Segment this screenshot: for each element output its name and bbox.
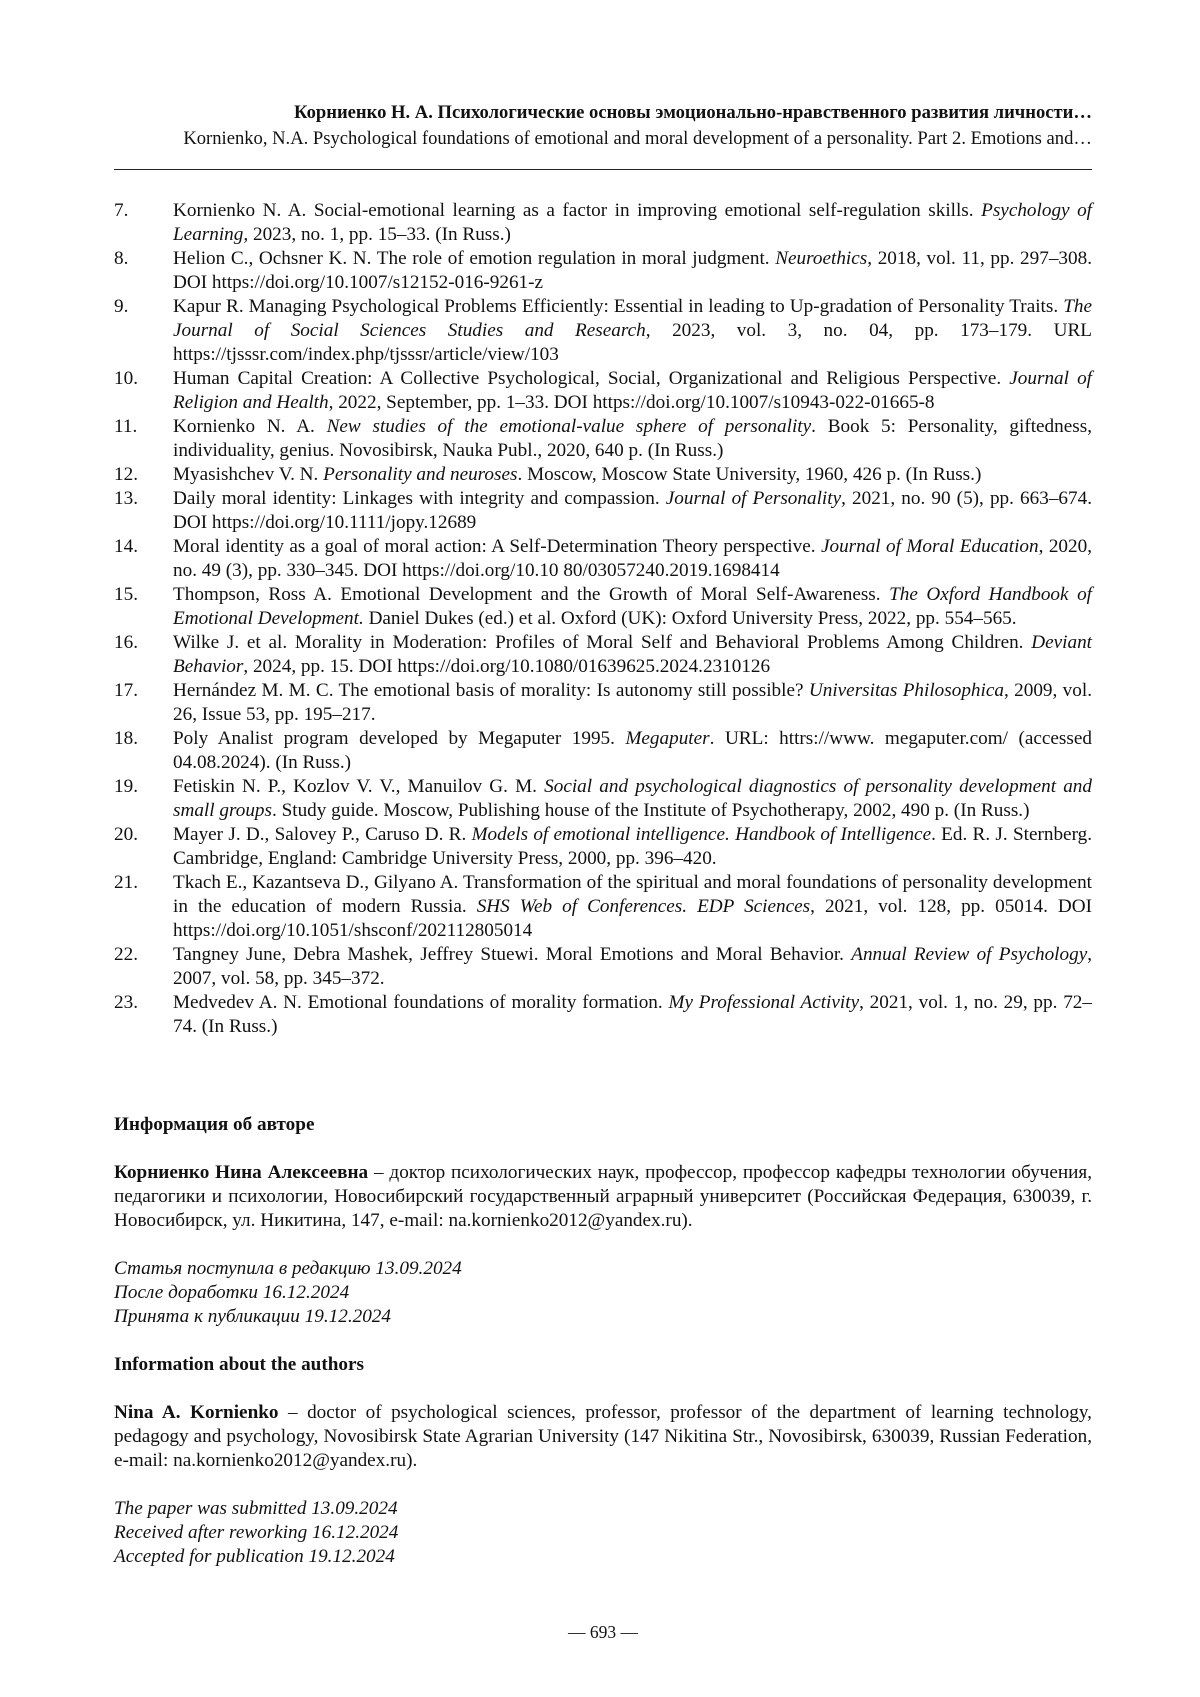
reference-number: 11.	[114, 415, 137, 439]
author-name-ru: Корниенко Нина Алексеевна	[114, 1162, 368, 1183]
reference-text: Kapur R. Managing Psychological Problems Efficiently: Essential in leading to Up-gradation of Personality Traits.	[173, 296, 1063, 317]
author-name-en: Nina A. Kornienko	[114, 1402, 279, 1423]
reference-text: Tangney June, Debra Mashek, Jeffrey Stuewi. Moral Emotions and Moral Behavior.	[173, 944, 851, 965]
reference-text: Daily moral identity: Linkages with integrity and compassion.	[173, 488, 666, 509]
reference-number: 9.	[114, 295, 128, 319]
reference-item	[114, 871, 1092, 943]
reference-item	[114, 199, 1092, 247]
running-head-title-en: Kornienko, N.A. Psychological foundations of emotional and moral development of a personality. Part 2. Emotions and…	[114, 126, 1092, 152]
reference-source-title: Megaputer	[625, 728, 709, 749]
reference-details: , 2021, no. 90 (5), pp. 663–674. DOI https://doi.org/10.1111/jopy.12689	[173, 488, 1092, 533]
date-revised-en: Received after reworking 16.12.2024	[114, 1521, 1092, 1545]
reference-details: . Ed. R. J. Sternberg. Cambridge, England: Cambridge University Press, 2000, pp. 396–420.	[173, 824, 1092, 869]
reference-source-title: New studies of the emotional-value sphere of personality	[327, 416, 812, 437]
reference-source-title: Social and psychological diagnostics of personality development and small groups	[173, 776, 1092, 821]
reference-details: , 2020, no. 49 (3), pp. 330–345. DOI https://doi.org/10.10 80/03057240.2019.1698414	[173, 536, 1092, 581]
author-info-heading-ru: Информация об авторе	[114, 1113, 1092, 1137]
article-dates-en	[114, 1497, 1092, 1569]
running-head-title-ru: Корниенко Н. А. Психологические основы эмоционально-нравственного развития личности…	[114, 100, 1092, 126]
reference-text: Thompson, Ross A. Emotional Development and the Growth of Moral Self-Awareness.	[173, 584, 889, 605]
author-bio-en	[114, 1401, 1092, 1473]
reference-item	[114, 583, 1092, 631]
author-bio-text-en: – doctor of psychological sciences, professor, professor of the department of learning technology, pedagogy and psychology, Novosibirsk State Agrarian University (147 Nikitina Str., Novosibirsk, 630039, Russian Federation, e-mail: na.kornienko2012@yandex.ru).	[114, 1402, 1092, 1471]
reference-text: Moral identity as a goal of moral action: A Self-Determination Theory perspective.	[173, 536, 821, 557]
reference-details: 2023, no. 1, pp. 15–33. (In Russ.)	[248, 224, 511, 245]
reference-list	[114, 199, 1092, 1039]
author-info-en	[114, 1353, 1092, 1569]
reference-details: , 2023, vol. 3, no. 04, pp. 173–179. URL https://tjsssr.com/index.php/tjsssr/article/view/103	[173, 320, 1092, 365]
date-revised-ru: После доработки 16.12.2024	[114, 1281, 1092, 1305]
author-info-ru	[114, 1113, 1092, 1329]
reference-number: 21.	[114, 871, 138, 895]
reference-number: 19.	[114, 775, 138, 799]
reference-source-title: Journal of Personality	[666, 488, 841, 509]
reference-source-title: Journal of Moral Education	[821, 536, 1039, 557]
reference-number: 14.	[114, 535, 138, 559]
reference-text: Hernández M. M. C. The emotional basis of morality: Is autonomy still possible?	[173, 680, 809, 701]
reference-number: 12.	[114, 463, 138, 487]
reference-number: 17.	[114, 679, 138, 703]
reference-item	[114, 991, 1092, 1039]
reference-text: Medvedev A. N. Emotional foundations of morality formation.	[173, 992, 668, 1013]
reference-item	[114, 823, 1092, 871]
reference-item	[114, 367, 1092, 415]
reference-details: . URL: httrs://www. megaputer.com/ (accessed 04.08.2024). (In Russ.)	[173, 728, 1092, 773]
reference-number: 10.	[114, 367, 138, 391]
reference-number: 22.	[114, 943, 138, 967]
reference-number: 16.	[114, 631, 138, 655]
date-submitted-ru: Статья поступила в редакцию 13.09.2024	[114, 1257, 1092, 1281]
reference-number: 23.	[114, 991, 138, 1015]
author-bio-ru	[114, 1161, 1092, 1233]
reference-details: , 2018, vol. 11, pp. 297–308. DOI https://doi.org/10.1007/s12152-016-9261-z	[173, 248, 1092, 293]
date-accepted-ru: Принята к публикации 19.12.2024	[114, 1305, 1092, 1329]
reference-details: . Book 5: Personality, giftedness, individuality, genius. Novosibirsk, Nauka Publ., 2020, 640 p. (In Russ.)	[173, 416, 1092, 461]
date-submitted-en: The paper was submitted 13.09.2024	[114, 1497, 1092, 1521]
reference-details: Daniel Dukes (ed.) et al. Oxford (UK): Oxford University Press, 2022, pp. 554–565.	[364, 608, 1017, 629]
date-accepted-en: Accepted for publication 19.12.2024	[114, 1545, 1092, 1569]
reference-source-title: Deviant Behavior	[173, 632, 1092, 677]
reference-source-title: The Oxford Handbook of Emotional Development.	[173, 584, 1092, 629]
reference-number: 7.	[114, 199, 128, 223]
author-bio-text-ru: – доктор психологических наук, профессор, профессор кафедры технологии обучения, педагогики и психологии, Новосибирский государственный аграрный университет (Российская Федерация, 630039, г. Новосибирск, ул. Никитина, 147, e-mail: na.kornienko2012@yandex.ru).	[114, 1162, 1092, 1231]
article-dates-ru	[114, 1257, 1092, 1329]
reference-details: , 2007, vol. 58, pp. 345–372.	[173, 944, 1092, 989]
reference-text: Myasishchev V. N.	[173, 464, 323, 485]
header-rule	[114, 169, 1092, 170]
reference-source-title: SHS Web of Conferences. EDP Sciences	[477, 896, 810, 917]
reference-item	[114, 535, 1092, 583]
reference-source-title: My Professional Activity	[668, 992, 859, 1013]
reference-text: Kornienko N. A. Social-emotional learning as a factor in improving emotional self-regulation skills.	[173, 200, 981, 221]
author-info-heading-en: Information about the authors	[114, 1353, 1092, 1377]
reference-item	[114, 775, 1092, 823]
reference-details: . Moscow, Moscow State University, 1960, 426 p. (In Russ.)	[517, 464, 981, 485]
reference-details: , 2021, vol. 1, no. 29, pp. 72–74. (In Russ.)	[173, 992, 1092, 1037]
reference-number: 13.	[114, 487, 138, 511]
reference-source-title: Personality and neuroses	[323, 464, 517, 485]
page-number: — 693 —	[114, 1620, 1092, 1644]
reference-source-title: The Journal of Social Sciences Studies and Research	[173, 296, 1092, 341]
reference-details: . Study guide. Moscow, Publishing house of the Institute of Psychotherapy, 2002, 490 p. (In Russ.)	[272, 800, 1030, 821]
reference-source-title: Neuroethics	[775, 248, 867, 269]
reference-source-title: Psychology of Learning,	[173, 200, 1092, 245]
reference-text: Kornienko N. A.	[173, 416, 327, 437]
reference-item	[114, 943, 1092, 991]
reference-details: , 2024, pp. 15. DOI https://doi.org/10.1080/01639625.2024.2310126	[243, 656, 770, 677]
reference-source-title: Universitas Philosophica	[809, 680, 1004, 701]
reference-text: Fetiskin N. P., Kozlov V. V., Manuilov G. M.	[173, 776, 544, 797]
reference-item	[114, 487, 1092, 535]
reference-number: 20.	[114, 823, 138, 847]
reference-text: Tkach E., Kazantseva D., Gilyano A. Transformation of the spiritual and moral foundations of personality development in the education of modern Russia.	[173, 872, 1092, 917]
reference-item	[114, 463, 1092, 487]
reference-item	[114, 247, 1092, 295]
reference-item	[114, 727, 1092, 775]
reference-text: Poly Analist program developed by Megaputer 1995.	[173, 728, 625, 749]
reference-text: Helion C., Ochsner K. N. The role of emotion regulation in moral judgment.	[173, 248, 775, 269]
reference-source-title: Annual Review of Psychology	[851, 944, 1087, 965]
reference-number: 15.	[114, 583, 138, 607]
reference-number: 8.	[114, 247, 128, 271]
reference-item	[114, 679, 1092, 727]
reference-details: , 2009, vol. 26, Issue 53, pp. 195–217.	[173, 680, 1092, 725]
running-head	[114, 100, 1092, 152]
reference-item	[114, 415, 1092, 463]
reference-number: 18.	[114, 727, 138, 751]
reference-text: Mayer J. D., Salovey P., Caruso D. R.	[173, 824, 472, 845]
reference-item	[114, 631, 1092, 679]
reference-item	[114, 295, 1092, 367]
reference-text: Human Capital Creation: A Collective Psychological, Social, Organizational and Religious Perspective.	[173, 368, 1009, 389]
reference-details: , 2022, September, pp. 1–33. DOI https://doi.org/10.1007/s10943-022-01665-8	[329, 392, 935, 413]
reference-source-title: Models of emotional intelligence. Handbook of Intelligence	[472, 824, 932, 845]
reference-details: , 2021, vol. 128, pp. 05014. DOI https://doi.org/10.1051/shsconf/202112805014	[173, 896, 1092, 941]
reference-source-title: Journal of Religion and Health	[173, 368, 1092, 413]
reference-text: Wilke J. et al. Morality in Moderation: Profiles of Moral Self and Behavioral Problems Among Children.	[173, 632, 1031, 653]
